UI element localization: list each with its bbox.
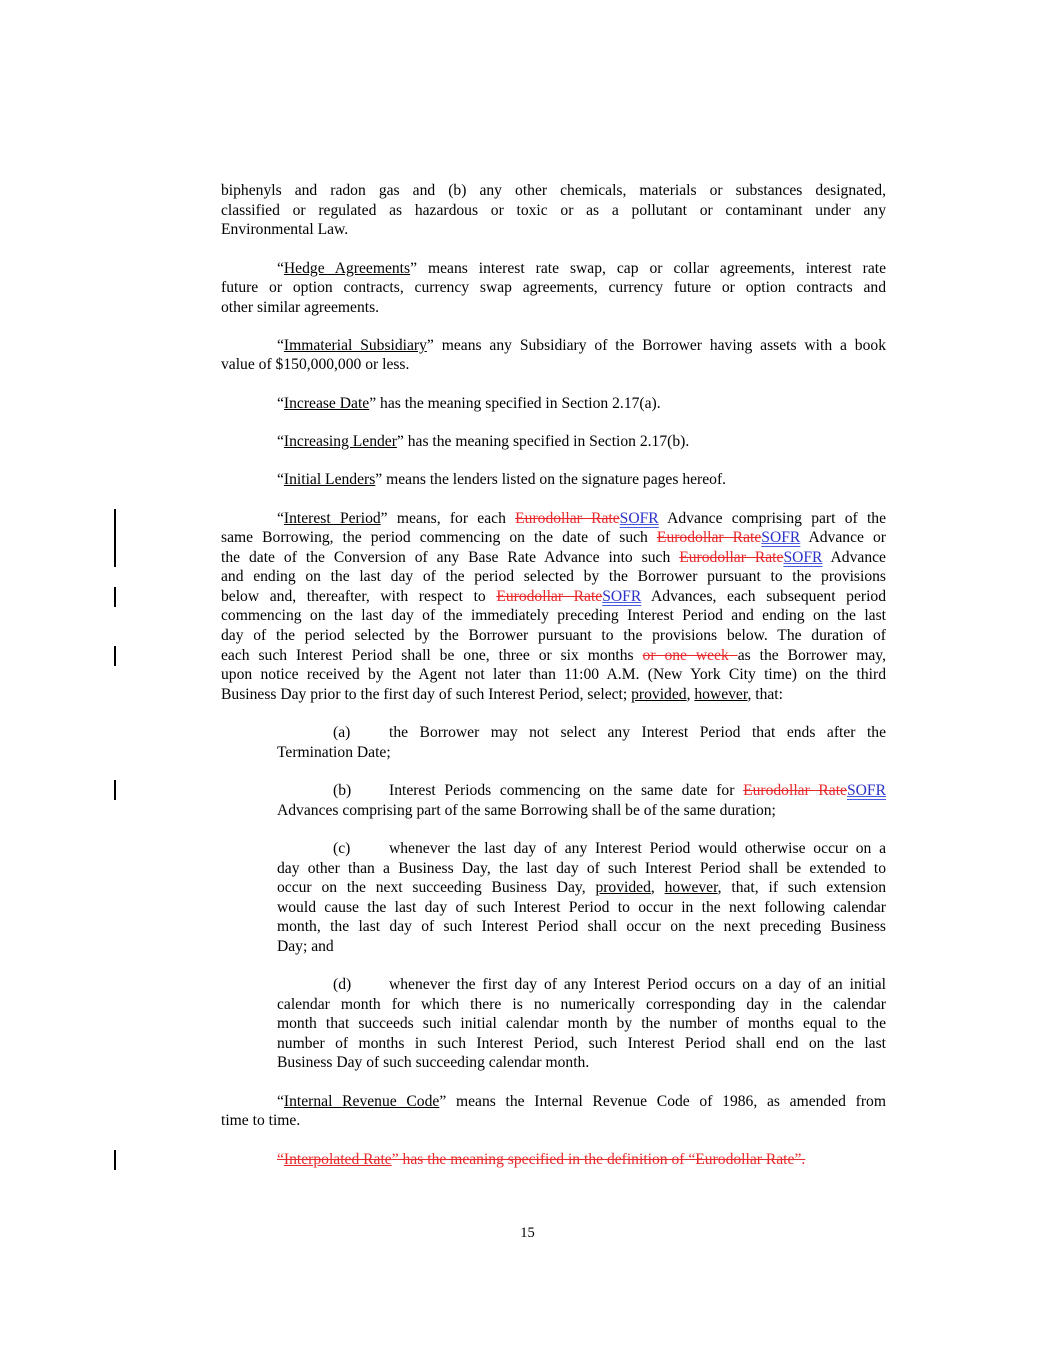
body-text-line: number of months in such Interest Period, such Interest Period shall end on the last [277,1035,886,1052]
defined-term: Hedge Agreements [283,260,411,277]
inserted-text: SOFR [602,588,642,605]
clause-a: (a) the Borrower may not select any Interest Period that ends after the [333,724,886,741]
body-text-line: Business Day of such succeeding calendar month. [277,1054,590,1071]
body-text-line: Termination Date; [277,744,391,761]
body-text-line: Day; and [277,938,334,955]
body-text-line: Business Day prior to the first day of such Interest Period, select; provided, however, that: [221,686,783,703]
change-bar [114,587,116,607]
body-text-line: below and, thereafter, with respect to Eurodollar RateSOFR Advances, each subsequent period [221,588,886,605]
body-text-line: value of $150,000,000 or less. [221,356,410,373]
clause-b: (b) Interest Periods commencing on the same date for Eurodollar RateSOFR [333,782,886,799]
clause-label: (c) [333,840,351,857]
deleted-text: Eurodollar Rate [679,549,784,566]
body-text-line: month, the last day of such Interest Period shall occur on the next preceding Business [277,918,886,935]
body-text-line: classified or regulated as hazardous or toxic or as a pollutant or contaminant under any [221,202,886,219]
body-text-line: the date of the Conversion of any Base Rate Advance into such Eurodollar RateSOFR Advance [221,549,886,566]
body-text-line: commencing on the last day of the immediately preceding Interest Period and ending on the last [221,607,886,624]
defined-term: Interpolated Rate [283,1151,392,1168]
inserted-text: SOFR [846,782,886,799]
body-text-line: and ending on the last day of the period selected by the Borrower pursuant to the provisions [221,568,886,585]
body-text-line: biphenyls and radon gas and (b) any other chemicals, materials or substances designated, [221,182,886,199]
definition-increasing-lender: “Increasing Lender” has the meaning specified in Section 2.17(b). [277,433,690,450]
defined-term: Increasing Lender [283,433,397,450]
deleted-text: Eurodollar Rate [743,782,847,799]
body-text-line: calendar month for which there is no numerically corresponding day in the calendar [277,996,886,1013]
clause-d: (d) whenever the first day of any Interest Period occurs on a day of an initial [333,976,886,993]
page-number: 15 [520,1225,535,1241]
inserted-text: SOFR [761,529,801,546]
body-text-line: future or option contracts, currency swap agreements, currency future or option contracts and [221,279,886,296]
clause-label: (d) [333,976,352,993]
inserted-text: SOFR [783,549,823,566]
body-text-line: same Borrowing, the period commencing on the date of such Eurodollar RateSOFR Advance or [221,529,886,546]
body-text-line: would cause the last day of such Interest Period to occur in the next following calendar [277,899,886,916]
body-text-line: Advances comprising part of the same Borrowing shall be of the same duration; [277,802,776,819]
definition-immaterial-subsidiary: “Immaterial Subsidiary” means any Subsidiary of the Borrower having assets with a book [277,337,886,354]
change-bar [114,780,116,800]
defined-term: Increase Date [283,395,370,412]
defined-term: Immaterial Subsidiary [283,337,427,354]
change-bar [114,646,116,666]
deleted-text: Eurodollar Rate [656,529,762,546]
defined-term: Internal Revenue Code [283,1093,440,1110]
defined-term: Initial Lenders [283,471,376,488]
deleted-text: or one week [642,647,738,664]
body-text-line: occur on the next succeeding Business Day, provided, however, that, if such extension [277,879,886,896]
body-text-line: month that succeeds such initial calendar month by the number of months equal to the [277,1015,886,1032]
deleted-definition-interpolated-rate: “Interpolated Rate” has the meaning specified in the definition of “Eurodollar Rate”. [277,1151,806,1168]
change-bar [114,1150,116,1170]
body-text-line: upon notice received by the Agent not later than 11:00 A.M. (New York City time) on the third [221,666,886,683]
body-text-line: time to time. [221,1112,301,1129]
definition-initial-lenders: “Initial Lenders” means the lenders listed on the signature pages hereof. [277,471,727,488]
clause-label: (b) [333,782,352,799]
body-text-line: day of the period selected by the Borrower pursuant to the provisions below. The duration of [221,627,886,644]
deleted-text: Eurodollar Rate [515,510,620,527]
deleted-text: Eurodollar Rate [496,588,603,605]
definition-hedge-agreements: “Hedge Agreements” means interest rate swap, cap or collar agreements, interest rate [277,260,887,277]
change-bar [114,509,116,567]
definition-internal-revenue-code: “Internal Revenue Code” means the Internal Revenue Code of 1986, as amended from [277,1093,886,1110]
body-text-line: other similar agreements. [221,299,380,316]
definition-increase-date: “Increase Date” has the meaning specified in Section 2.17(a). [277,395,661,412]
body-text-line: each such Interest Period shall be one, three or six months or one week as the Borrower may, [221,647,886,664]
clause-label: (a) [333,724,351,741]
inserted-text: SOFR [619,510,659,527]
clause-c: (c) whenever the last day of any Interest Period would otherwise occur on a [333,840,886,857]
body-text-line: day other than a Business Day, the last day of such Interest Period shall be extended to [277,860,886,877]
body-text-line: Environmental Law. [221,221,349,238]
definition-interest-period: “Interest Period” means, for each Eurodollar RateSOFR Advance comprising part of the [277,510,887,527]
defined-term: Interest Period [283,510,381,527]
